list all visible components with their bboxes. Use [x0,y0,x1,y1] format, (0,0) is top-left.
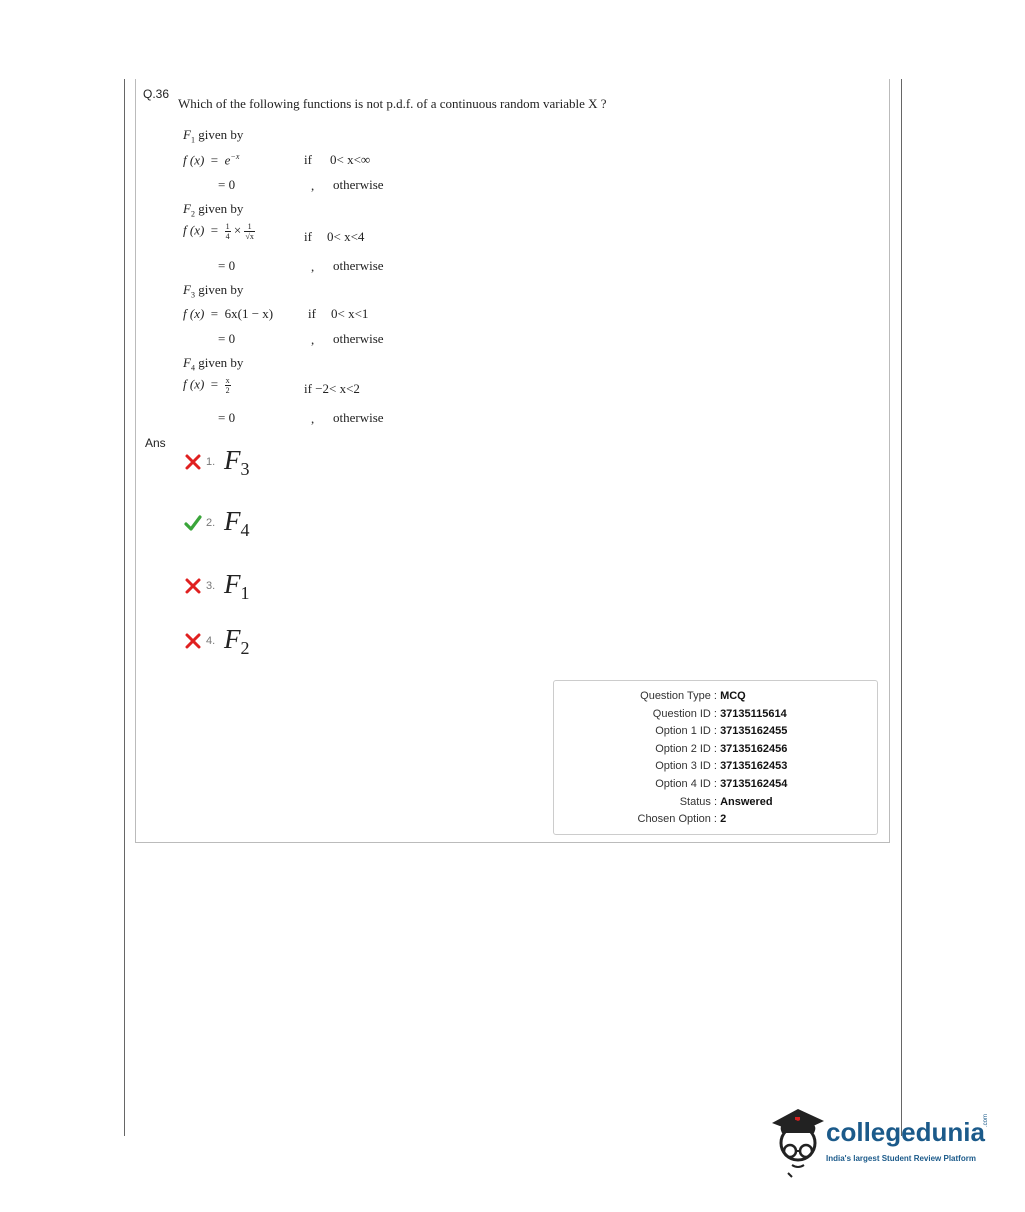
cross-icon [184,453,202,471]
function-3-otherwise: otherwise [333,331,384,346]
info-option-2-id: Option 2 ID : 37135162456 [655,743,788,755]
function-1-condition: 0< x<∞ [330,152,371,167]
function-4-otherwise: otherwise [333,410,384,425]
function-4-condition: if −2< x<2 [304,381,360,396]
function-3-heading: $F_3$ given by [183,282,244,300]
function-2-comma: , [311,259,315,274]
function-2-definition: f (x) = $\frac{1}{4}$ × $\frac{1}{√x}$ [183,222,254,241]
function-4-definition: f (x) = $\frac{x}{2}$ [183,376,230,395]
function-2-if: if [304,229,312,244]
function-3-definition: f (x) = 6x(1 − x) [183,306,274,321]
mascot-icon [768,1103,828,1178]
option-number: 1. [206,456,216,468]
function-1-otherwise: otherwise [333,177,384,192]
answer-option-4 [184,621,250,661]
function-2-zero: = 0 [218,258,236,273]
function-2-condition: 0< x<4 [327,229,365,244]
function-2-otherwise: otherwise [333,258,384,273]
function-4-comma: , [311,411,315,426]
function-1-if: if [304,152,312,167]
brand-tagline: India's largest Student Review Platform [826,1154,976,1163]
answer-label: Ans [145,436,166,450]
option-value: $F_2$ [224,623,250,658]
function-3-zero: = 0 [218,331,236,346]
right-margin-line [901,79,902,1136]
answer-option-1 [184,442,250,482]
info-status: Status : Answered [679,796,773,808]
option-value: $F_4$ [224,505,250,540]
option-value: $F_3$ [224,444,250,479]
option-number: 4. [206,635,216,647]
info-option-1-id: Option 1 ID : 37135162455 [655,725,788,737]
brand-domain: .com [983,1113,989,1127]
option-number: 3. [206,580,216,592]
option-value: $F_1$ [224,568,250,603]
info-question-id: Question ID : 37135115614 [652,708,787,720]
answer-option-3 [184,566,250,606]
info-question-type: Question Type : MCQ [640,690,746,702]
info-chosen-option: Chosen Option : 2 [637,813,727,825]
function-3-comma: , [311,332,315,347]
function-4-zero: = 0 [218,410,236,425]
option-number: 2. [206,517,216,529]
check-icon [184,514,202,532]
question-number: Q.36 [143,87,170,101]
function-3-if: if [308,306,316,321]
brand-name: collegedunia [826,1117,985,1147]
function-1-heading: $F_1$ given by [183,127,244,145]
answer-option-2 [184,503,250,543]
cross-icon [184,632,202,650]
function-2-heading: $F_2$ given by [183,201,244,219]
function-4-heading: $F_4$ given by [183,355,244,373]
left-margin-line [124,79,125,1136]
question-text: Which of the following functions is not p.d.f. of a continuous random variable X ? [178,96,607,111]
info-option-3-id: Option 3 ID : 37135162453 [655,760,788,772]
function-3-condition: 0< x<1 [331,306,369,321]
info-option-4-id: Option 4 ID : 37135162454 [655,778,788,790]
function-1-comma: , [311,178,315,193]
cross-icon [184,577,202,595]
function-1-definition: f $(x) = e^{-x}$ [183,152,240,168]
function-1-zero: = 0 [218,177,236,192]
question-info-box [553,680,878,835]
